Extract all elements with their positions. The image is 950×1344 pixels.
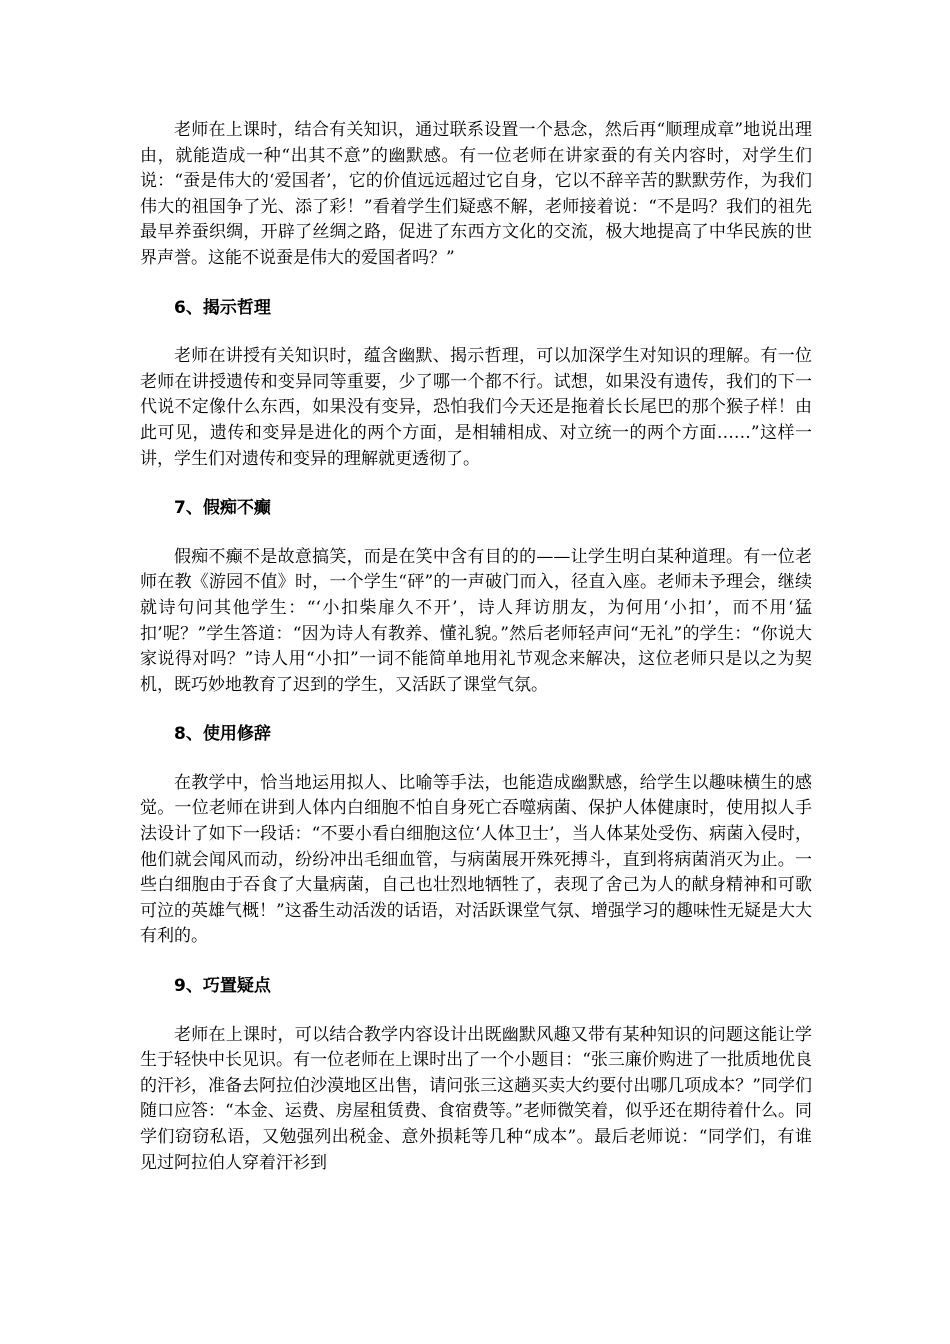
paragraph-section-8: 在教学中，恰当地运用拟人、比喻等手法，也能造成幽默感，给学生以趣味横生的感觉。一位老师在讲到人体内白细胞不怕自身死亡吞噬病菌、保护人体健康时，使用拟人手法设计了如下一段话：“不要小看白细胞这位‘人体卫士’，当人体某处受伤、病菌入侵时，他们就会闻风而动，纷纷冲出毛细血管，与病菌展开殊死搏斗，直到将病菌消灭为止。一些白细胞由于吞食了大量病菌，自己也壮烈地牺牲了，表现了舍己为人的献身精神和可歌可泣的英雄气概！”这番生动活泼的话语，对活跃课堂气氛、增强学习的趣味性无疑是大大有利的。 — [140, 772, 812, 947]
paragraph-section-6: 老师在讲授有关知识时，蕴含幽默、揭示哲理，可以加深学生对知识的理解。有一位老师在讲授遗传和变异同等重要，少了哪一个都不行。试想，如果没有遗传，我们的下一代说不定像什么东西，如果没有变异，恐怕我们今天还是拖着长长尾巴的那个猴子样！由此可见，遗传和变异是进化的两个方面，是相辅相成、对立统一的两个方面……”这样一讲，学生们对遗传和变异的理解就更透彻了。 — [140, 346, 812, 469]
paragraph-intro: 老师在上课时，结合有关知识，通过联系设置一个悬念，然后再“顺理成章”地说出理由，就能造成一种“出其不意”的幽默感。有一位老师在讲家蚕的有关内容时，对学生们说：“蚕是伟大的‘爱国者’，它的价值远远超过它自身，它以不辞辛苦的默默劳作，为我们伟大的祖国争了光、添了彩！”看着学生们疑惑不解，老师接着说：“不是吗？我们的祖先最早养蚕织绸，开辟了丝绸之路，促进了东西方文化的交流，极大地提高了中华民族的世界声誉。这能不说蚕是伟大的爱国者吗？” — [140, 120, 812, 268]
section-heading-7: 7、假痴不癫 — [174, 498, 271, 519]
section-heading-9: 9、巧置疑点 — [174, 976, 271, 997]
section-heading-6: 6、揭示哲理 — [174, 297, 271, 318]
paragraph-section-9: 老师在上课时，可以结合教学内容设计出既幽默风趣又带有某种知识的问题这能让学生于轻快中长见识。有一位老师在上课时出了一个小题目：“张三廉价购进了一批质地优良的汗衫，准备去阿拉伯沙漠地区出售，请问张三这趟买卖大约要付出哪几项成本？”同学们随口应答：“本金、运费、房屋租赁费、食宿费等。”老师微笑着，似乎还在期待着什么。同学们窃窃私语，又勉强列出税金、意外损耗等几种“成本”。最后老师说：“同学们，有谁见过阿拉伯人穿着汗衫到 — [140, 1024, 812, 1173]
section-heading-8: 8、使用修辞 — [174, 724, 271, 745]
paragraph-section-7: 假痴不癫不是故意搞笑，而是在笑中含有目的的——让学生明白某种道理。有一位老师在教《游园不值》时，一个学生“砰”的一声破门而入，径直入座。老师未予理会，继续就诗句问其他学生：“‘小扣柴扉久不开’，诗人拜访朋友，为何用‘小扣’，而不用‘猛扣’呢？”学生答道：“因为诗人有教养、懂礼貌。”然后老师轻声问“无礼”的学生：“你说大家说得对吗？”诗人用“小扣”一词不能简单地用礼节观念来解决，这位老师只是以之为契机，既巧妙地教育了迟到的学生，又活跃了课堂气氛。 — [140, 546, 812, 695]
document-page — [140, 118, 812, 1176]
